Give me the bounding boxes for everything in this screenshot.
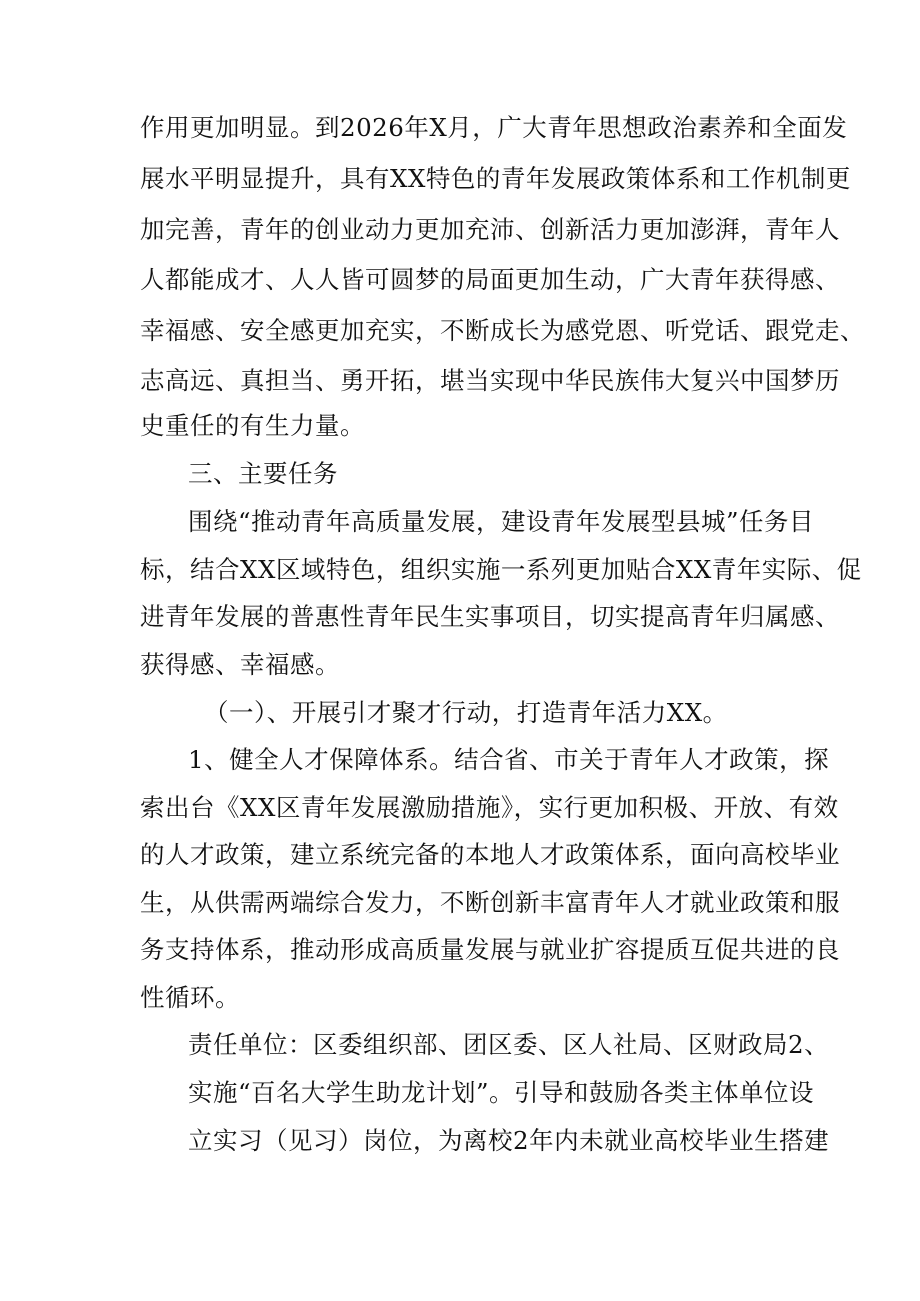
paragraph-goal-line-7: 史重任的有生力量。 (140, 411, 365, 440)
paragraph-goal-line-6: 志高远、真担当、勇开拓，堪当实现中华民族伟大复兴中国梦历 (140, 366, 840, 395)
paragraph-goal-line-3: 加完善，青年的创业动力更加充沛、创新活力更加澎湃，青年人 (140, 215, 840, 244)
section-heading: 三、主要任务 (188, 459, 338, 488)
item-2-line-2: 立实习（见习）岗位，为离校2年内未就业高校毕业生搭建 (188, 1126, 830, 1155)
paragraph-intro-line-3: 进青年发展的普惠性青年民生实事项目，切实提高青年归属感、 (140, 602, 840, 631)
item-2-line-1: 实施“百名大学生助龙计划”。引导和鼓励各类主体单位设 (188, 1078, 815, 1107)
item-1-line-3: 的人才政策，建立系统完备的本地人才政策体系，面向高校毕业 (140, 840, 840, 869)
paragraph-intro-line-4: 获得感、幸福感。 (140, 650, 340, 679)
paragraph-goal-line-5: 幸福感、安全感更加充实，不断成长为感党恩、听党话、跟党走、 (140, 316, 865, 345)
item-1-line-1: 1、健全人才保障体系。结合省、市关于青年人才政策，探 (188, 745, 830, 774)
paragraph-intro-line-2: 标，结合XX区域特色，组织实施一系列更加贴合XX青年实际、促 (140, 555, 862, 584)
item-1-line-5: 务支持体系，推动形成高质量发展与就业扩容提质互促共进的良 (140, 935, 840, 964)
paragraph-goal-line-2: 展水平明显提升，具有XX特色的青年发展政策体系和工作机制更 (140, 164, 851, 193)
item-1-line-6: 性循环。 (140, 983, 240, 1012)
paragraph-intro-line-1: 围绕“推动青年高质量发展，建设青年发展型县城”任务目 (188, 507, 815, 536)
paragraph-goal-line-4: 人都能成才、人人皆可圆梦的局面更加生动，广大青年获得感、 (140, 265, 840, 294)
responsible-units: 责任单位：区委组织部、团区委、区人社局、区财政局2、 (188, 1030, 830, 1059)
subsection-heading: （一）、开展引才聚才行动，打造青年活力XX。 (204, 698, 728, 727)
paragraph-goal-line-1: 作用更加明显。到2026年X月，广大青年思想政治素养和全面发 (140, 113, 848, 142)
item-1-line-4: 生，从供需两端综合发力，不断创新丰富青年人才就业政策和服 (140, 888, 840, 917)
item-1-line-2: 索出台《XX区青年发展激励措施》，实行更加积极、开放、有效 (140, 793, 839, 822)
